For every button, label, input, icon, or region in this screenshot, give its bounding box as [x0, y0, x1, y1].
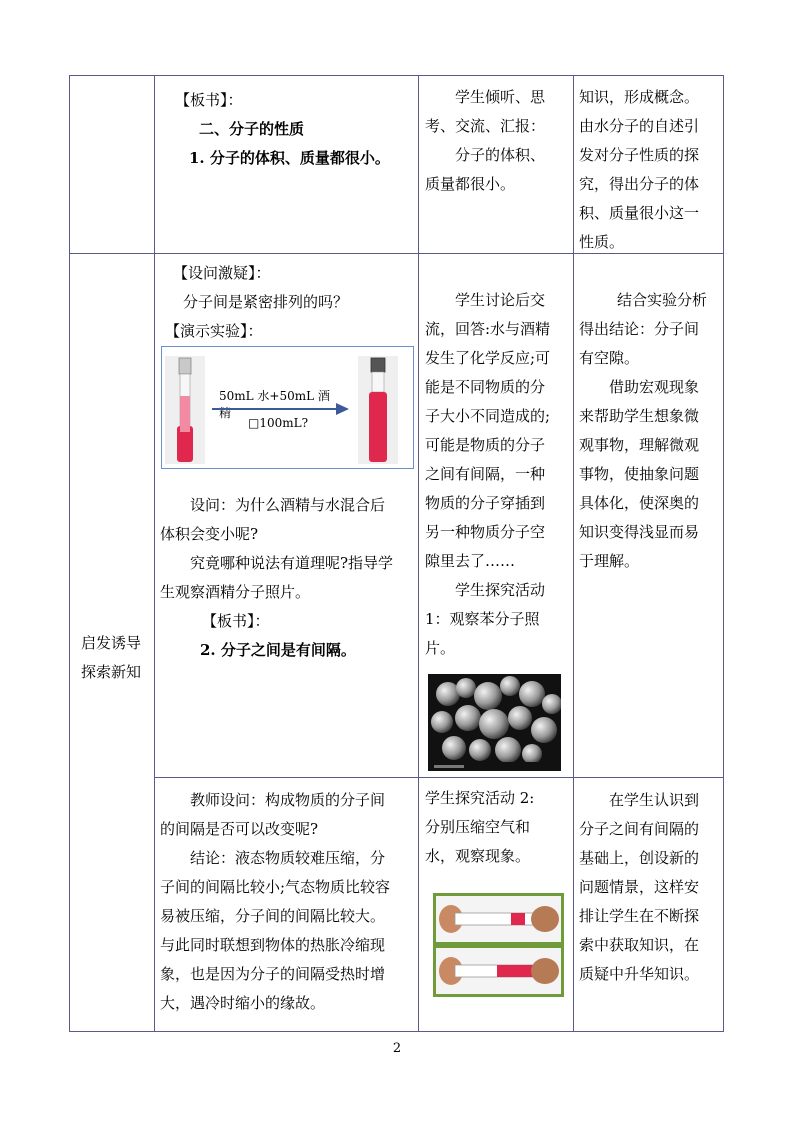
- intent-line: 知识，形成概念。: [579, 88, 700, 106]
- intent-line: 结合实验分析: [617, 291, 708, 309]
- intent-line: 积、质量很小这一: [579, 204, 700, 222]
- point-1: 1. 分子的体积、质量都很小。: [189, 149, 390, 167]
- row1-content-cell: [175, 86, 390, 173]
- intent-line: 具体化，使深奥的: [579, 494, 700, 512]
- intent-line: 于理解。: [579, 552, 640, 570]
- ask-line: 体积会变小呢?: [160, 525, 259, 543]
- student-line: 学生探究活动 2:: [425, 789, 535, 807]
- intent-line: 排让学生在不断探: [579, 907, 700, 925]
- demo-heading: 【演示实验】：: [165, 322, 263, 340]
- student-line: 另一种物质分子空: [425, 523, 546, 541]
- section-title: 二、分子的性质: [199, 120, 305, 138]
- content-line: 易被压缩，分子间的间隔比较大。: [160, 907, 386, 925]
- ask-line: 生观察酒精分子照片。: [160, 583, 311, 601]
- intent-line: 来帮助学生想象微: [579, 407, 700, 425]
- row2-intent-cell: [579, 286, 707, 576]
- page-number: 2: [392, 1041, 402, 1056]
- intent-line: 得出结论：分子间: [579, 320, 700, 338]
- col-divider-1: [154, 76, 155, 1031]
- content-line: 子间的间隔比较小;气态物质比较容: [160, 878, 391, 896]
- tube-before-image: [165, 356, 205, 464]
- intent-line: 由水分子的自述引: [579, 117, 700, 135]
- intent-line: 观事物，理解微观: [579, 436, 700, 454]
- student-line: 分子的体积、: [455, 146, 546, 164]
- intent-line: 性质。: [579, 233, 625, 251]
- content-line: 结论：液态物质较难压缩，分: [190, 849, 386, 867]
- syringe-compression-photo: [433, 893, 564, 997]
- intent-line: 分子之间有间隔的: [579, 820, 700, 838]
- content-line: 教师设问：构成物质的分子间: [190, 791, 386, 809]
- arrow-icon: [210, 402, 350, 416]
- col-divider-2: [418, 76, 419, 1031]
- content-line: 大，遇冷时缩小的缘故。: [160, 994, 326, 1012]
- student-line: 隙里去了……: [425, 552, 516, 570]
- intent-line: 索中获取知识，在: [579, 936, 700, 954]
- intent-line: 在学生认识到: [609, 791, 700, 809]
- intent-line: 问题情景，这样安: [579, 878, 700, 896]
- content-line: 象，也是因为分子的间隔受热时增: [160, 965, 386, 983]
- intent-line: 事物，使抽象问题: [579, 465, 700, 483]
- student-line: 之间有间隔，一种: [425, 465, 546, 483]
- row3-intent-cell: [579, 786, 699, 989]
- board-heading: 【板书】：: [175, 91, 243, 109]
- question-heading: 【设问激疑】：: [173, 264, 271, 282]
- question-text: 分子间是紧密排列的吗？: [183, 293, 349, 311]
- board-heading-2: 【板书】：: [202, 612, 270, 630]
- student-line: 学生倾听、思: [455, 88, 546, 106]
- student-line: 发生了化学反应;可: [425, 349, 551, 367]
- intent-line: 知识变得浅显而易: [579, 523, 700, 541]
- row2-student-cell: [425, 286, 550, 663]
- demo-experiment-figure: [161, 346, 414, 469]
- student-line: 物质的分子穿插到: [425, 494, 546, 512]
- student-line: 质量都很小。: [425, 175, 516, 193]
- stage-line-1: 启发诱导: [80, 634, 141, 652]
- ask-line: 究竟哪种说法有道理呢?指导学: [190, 554, 394, 572]
- stage-label: [69, 629, 153, 687]
- student-line: 流，回答:水与酒精: [425, 320, 551, 338]
- ask-line: 设问：为什么酒精与水混合后: [190, 496, 386, 514]
- row3-student-cell: [425, 784, 534, 871]
- content-line: 与此同时联想到物体的热胀冷缩现: [160, 936, 386, 954]
- intent-line: 究，得出分子的体: [579, 175, 700, 193]
- col-divider-3: [573, 76, 574, 1031]
- student-line: 学生讨论后交: [455, 291, 546, 309]
- row2-content-top: [165, 259, 348, 346]
- student-line: 分别压缩空气和: [425, 818, 531, 836]
- intent-line: 发对分子性质的探: [579, 146, 700, 164]
- student-line: 能是不同物质的分: [425, 378, 546, 396]
- intent-line: 基础上，创设新的: [579, 849, 700, 867]
- row1-student-cell: [425, 83, 545, 199]
- row1-intent-cell: [579, 83, 699, 257]
- intent-line: 借助宏观现象: [609, 378, 700, 396]
- student-line: 1：观察苯分子照: [425, 610, 540, 628]
- row3-content-cell: [160, 786, 390, 1018]
- content-line: 的间隔是否可以改变呢?: [160, 820, 319, 838]
- intent-line: 质疑中升华知识。: [579, 965, 700, 983]
- student-line: 子大小不同造成的;: [425, 407, 551, 425]
- student-line: 可能是物质的分子: [425, 436, 546, 454]
- tube-after-image: [358, 356, 398, 464]
- student-line: 水，观察现象。: [425, 847, 531, 865]
- demo-label: 50mL 水+50mL 酒 精: [219, 389, 330, 420]
- point-2: 2. 分子之间是有间隔。: [200, 641, 356, 659]
- student-line: 考、交流、汇报：: [425, 117, 546, 135]
- row2-content-bottom: [160, 491, 393, 665]
- benzene-molecule-photo: [428, 674, 561, 771]
- intent-line: 有空隙。: [579, 349, 640, 367]
- stage-line-2: 探索新知: [80, 663, 141, 681]
- student-line: 学生探究活动: [455, 581, 546, 599]
- student-line: 片。: [425, 639, 456, 657]
- row-divider-2: [154, 777, 723, 778]
- demo-result-label: □100mL?: [248, 416, 309, 430]
